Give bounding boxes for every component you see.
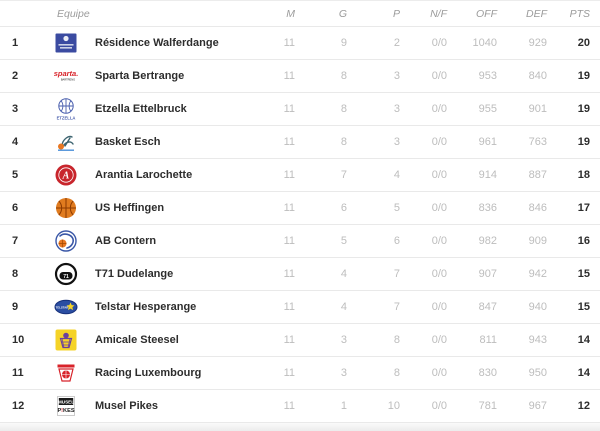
team-logo-icon — [40, 64, 92, 88]
off-value: 847 — [478, 301, 497, 313]
svg-text:A: A — [62, 170, 70, 182]
team-logo-icon — [40, 229, 92, 253]
column-header-losses: P — [392, 7, 400, 20]
losses-value: 10 — [387, 400, 400, 412]
rank-number: 11 — [12, 367, 24, 379]
team-name: US Heffingen — [95, 202, 165, 214]
team-logo-icon — [40, 163, 92, 187]
losses-value: 8 — [393, 367, 400, 379]
def-value: 763 — [528, 136, 547, 148]
column-header-off: OFF — [476, 7, 497, 20]
def-value: 967 — [528, 400, 547, 412]
matches-value: 11 — [283, 235, 295, 247]
table-row[interactable] — [0, 291, 600, 324]
matches-value: 11 — [283, 169, 295, 181]
nf-value: 0/0 — [431, 400, 447, 412]
nf-value: 0/0 — [431, 169, 447, 181]
wins-value: 8 — [340, 70, 347, 82]
nf-value: 0/0 — [431, 70, 447, 82]
team-logo-icon — [40, 262, 92, 286]
wins-value: 3 — [340, 334, 347, 346]
team-logo-icon — [40, 295, 92, 319]
off-value: 811 — [479, 334, 497, 346]
column-header-pts: PTS — [569, 7, 590, 20]
table-row[interactable] — [0, 357, 600, 390]
points-value: 18 — [577, 169, 590, 181]
points-value: 16 — [577, 235, 590, 247]
losses-value: 3 — [393, 70, 400, 82]
team-logo-icon — [40, 328, 92, 352]
wins-value: 6 — [340, 202, 347, 214]
losses-value: 7 — [393, 268, 400, 280]
def-value: 950 — [528, 367, 547, 379]
team-logo-icon — [40, 130, 92, 154]
rank-number: 6 — [12, 202, 19, 214]
wins-value: 8 — [340, 136, 347, 148]
points-value: 14 — [577, 334, 590, 346]
page-background-strip — [0, 423, 600, 431]
team-logo-icon — [40, 196, 92, 220]
svg-text:P!KES: P!KES — [57, 408, 75, 414]
losses-value: 6 — [393, 235, 400, 247]
losses-value: 2 — [393, 37, 400, 49]
wins-value: 4 — [340, 301, 347, 313]
rank-number: 2 — [12, 70, 19, 82]
def-value: 909 — [528, 235, 547, 247]
def-value: 942 — [528, 268, 547, 280]
team-logo-icon — [40, 394, 92, 418]
table-row[interactable] — [0, 258, 600, 291]
off-value: 781 — [478, 400, 497, 412]
nf-value: 0/0 — [431, 235, 447, 247]
team-name: AB Contern — [95, 235, 157, 247]
def-value: 929 — [528, 37, 547, 49]
team-logo-icon — [40, 97, 92, 121]
column-header-nf: N/F — [430, 7, 447, 20]
table-body — [0, 27, 600, 423]
off-value: 953 — [478, 70, 497, 82]
nf-value: 0/0 — [431, 367, 447, 379]
nf-value: 0/0 — [431, 301, 447, 313]
matches-value: 11 — [283, 301, 295, 313]
matches-value: 11 — [283, 136, 295, 148]
def-value: 840 — [528, 70, 547, 82]
rank-number: 5 — [12, 169, 19, 181]
def-value: 887 — [528, 169, 547, 181]
rank-number: 7 — [12, 235, 19, 247]
table-row[interactable] — [0, 390, 600, 423]
off-value: 1040 — [472, 37, 497, 49]
team-name: Résidence Walferdange — [95, 37, 219, 49]
table-row[interactable] — [0, 27, 600, 60]
matches-value: 11 — [283, 103, 295, 115]
off-value: 982 — [478, 235, 497, 247]
matches-value: 11 — [283, 37, 295, 49]
table-row[interactable] — [0, 126, 600, 159]
def-value: 943 — [528, 334, 547, 346]
table-row[interactable] — [0, 225, 600, 258]
table-header-row — [0, 1, 600, 27]
team-name: Amicale Steesel — [95, 334, 179, 346]
column-header-team: Equipe — [57, 7, 90, 20]
svg-text:sparta.: sparta. — [54, 69, 78, 78]
column-header-wins: G — [338, 7, 347, 20]
team-name: Musel Pikes — [95, 400, 158, 412]
losses-value: 4 — [393, 169, 400, 181]
team-name: Racing Luxembourg — [95, 367, 202, 379]
off-value: 836 — [478, 202, 497, 214]
svg-text:TELSTAR: TELSTAR — [55, 305, 69, 310]
points-value: 15 — [577, 268, 590, 280]
off-value: 961 — [478, 136, 497, 148]
rank-number: 1 — [12, 37, 19, 49]
points-value: 19 — [577, 70, 590, 82]
rank-number: 12 — [12, 400, 25, 412]
team-name: T71 Dudelange — [95, 268, 174, 280]
svg-text:BARTRENG: BARTRENG — [60, 78, 76, 82]
off-value: 830 — [478, 367, 497, 379]
off-value: 955 — [478, 103, 497, 115]
nf-value: 0/0 — [431, 334, 447, 346]
losses-value: 7 — [393, 301, 400, 313]
matches-value: 11 — [283, 334, 295, 346]
losses-value: 8 — [393, 334, 400, 346]
points-value: 15 — [577, 301, 590, 313]
wins-value: 7 — [340, 169, 347, 181]
def-value: 846 — [528, 202, 547, 214]
wins-value: 8 — [340, 103, 347, 115]
rank-number: 9 — [12, 301, 19, 313]
wins-value: 5 — [340, 235, 347, 247]
points-value: 19 — [577, 136, 590, 148]
team-logo-icon — [40, 361, 92, 385]
column-header-def: DEF — [526, 7, 547, 20]
points-value: 20 — [577, 37, 590, 49]
nf-value: 0/0 — [431, 268, 447, 280]
matches-value: 11 — [283, 367, 295, 379]
rank-number: 3 — [12, 103, 19, 115]
matches-value: 11 — [283, 400, 295, 412]
wins-value: 4 — [340, 268, 347, 280]
points-value: 19 — [577, 103, 590, 115]
table-row[interactable] — [0, 159, 600, 192]
nf-value: 0/0 — [431, 103, 447, 115]
team-logo-icon — [40, 31, 92, 55]
matches-value: 11 — [283, 202, 295, 214]
nf-value: 0/0 — [431, 136, 447, 148]
nf-value: 0/0 — [431, 202, 447, 214]
team-name: Sparta Bertrange — [95, 70, 185, 82]
losses-value: 3 — [393, 103, 400, 115]
points-value: 17 — [577, 202, 590, 214]
team-name: Basket Esch — [95, 136, 161, 148]
def-value: 940 — [528, 301, 547, 313]
off-value: 914 — [478, 169, 497, 181]
matches-value: 11 — [283, 268, 295, 280]
table-row[interactable] — [0, 60, 600, 93]
points-value: 14 — [577, 367, 590, 379]
team-name: Arantia Larochette — [95, 169, 193, 181]
column-header-matches: M — [286, 7, 295, 20]
table-row[interactable] — [0, 324, 600, 357]
svg-text:71: 71 — [63, 273, 69, 280]
rank-number: 10 — [12, 334, 25, 346]
wins-value: 9 — [340, 37, 347, 49]
rank-number: 4 — [12, 136, 19, 148]
losses-value: 5 — [393, 202, 400, 214]
wins-value: 3 — [340, 367, 347, 379]
team-name: Telstar Hesperange — [95, 301, 197, 313]
def-value: 901 — [528, 103, 547, 115]
off-value: 907 — [478, 268, 497, 280]
team-name: Etzella Ettelbruck — [95, 103, 187, 115]
table-row[interactable] — [0, 192, 600, 225]
losses-value: 3 — [393, 136, 400, 148]
svg-text:MUSEL: MUSEL — [57, 399, 75, 405]
wins-value: 1 — [340, 400, 347, 412]
points-value: 12 — [577, 400, 590, 412]
table-row[interactable] — [0, 93, 600, 126]
matches-value: 11 — [283, 70, 295, 82]
nf-value: 0/0 — [431, 37, 447, 49]
svg-text:ETZELLA: ETZELLA — [56, 115, 76, 121]
rank-number: 8 — [12, 268, 19, 280]
